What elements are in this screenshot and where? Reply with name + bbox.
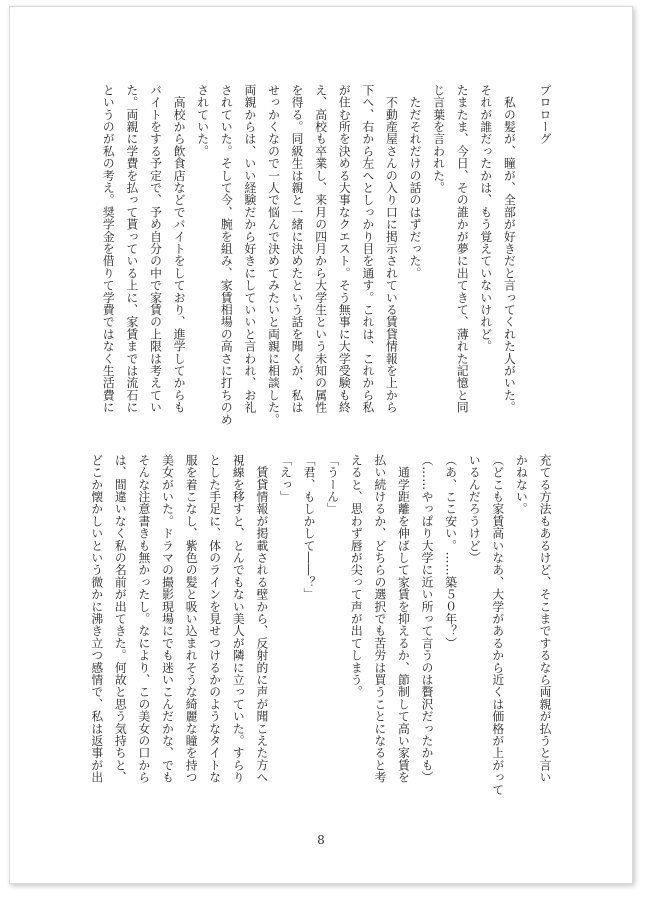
- text-column: 「えっ」: [278, 454, 293, 503]
- text-column: （……やっぱり大学に近い所って言うのは贅沢だったかも）: [420, 454, 435, 784]
- text-column: （どこも家賃高いなあ、大学があるから近くは価格が上がって: [490, 454, 505, 796]
- text-column: 高校から飲食店などでバイトをしており、進学してからも: [172, 84, 187, 414]
- text-column: 私の髪が、瞳が、全部が好きだと言ってくれた人がいた。: [502, 84, 517, 414]
- text-column: た。両親に学費を払って貰っている上に、家賃までは流石に: [124, 84, 139, 414]
- text-column: どこか懐かしいという微かに沸き立つ感情で、私は返事が出: [89, 454, 104, 784]
- text-column: 「君、もしかして――？」: [302, 454, 317, 601]
- top-text-tier: [101, 84, 556, 426]
- text-column: せっかくなので一人で悩んで決めてみたいと両親に相談した。: [266, 84, 281, 426]
- text-column: （あ、ここ安い。……築５０年？）: [443, 454, 458, 650]
- text-column: バイトをする予定で、予め自分の中で家賃の上限は考えてい: [148, 84, 163, 414]
- text-column: 「うーん」: [325, 454, 340, 515]
- text-column: そんな注意書きも無かったし。なにより、この美女の口から: [136, 454, 151, 784]
- text-column: は、間違いなく私の名前が出てきた。何故と思う気持ちと、: [113, 454, 128, 784]
- text-column: 通学距離を伸ばして家賃を抑えるか、節制して高い家賃を: [396, 454, 411, 784]
- chapter-title: プロローグ: [538, 84, 552, 145]
- text-column: 賃貸情報が掲載される壁から、反射的に声が聞こえた方へ: [254, 454, 269, 784]
- page-number: 8: [317, 833, 325, 847]
- text-column: されていた。そして今、腕を組み、家賃相場の高さに打ちのめ: [219, 84, 234, 426]
- text-column: が住む所を決める大事なクエスト。そう無事に大学受験も終: [337, 84, 352, 414]
- bottom-text-tier: [89, 454, 556, 802]
- text-column: 両親からは、いい経験だから好きにしていいと言われ、お礼: [242, 84, 257, 414]
- text-column: 下へ、右から左へとしっかり目を通す。これは、これから私: [360, 84, 375, 414]
- text-column: とした手足に、体のラインを見せつけるかのようなタイトな: [207, 454, 222, 784]
- text-column: されていた。: [195, 84, 210, 158]
- text-column: たまたま、今日、その誰かが夢に出てきて、薄れた記憶と同: [455, 84, 470, 414]
- text-column: というのが私の考え。奨学金を借りて学費ではなく生活費に: [101, 84, 116, 414]
- text-column: ただそれだけの話のはずだった。: [408, 84, 423, 280]
- text-column: を得る。同級生は親と一緒に決めたという話を聞くが、私は: [290, 84, 305, 414]
- text-column: じ言葉を言われた。: [431, 84, 446, 194]
- text-column: 視線を移すと、とんでもない美人が隣に立っていた。すらり: [231, 454, 246, 784]
- text-column: 不動産屋さんの入り口に掲示されている賃貸情報を上から: [384, 84, 399, 414]
- text-column: それが誰だったかは、もう覚えていないけれど。: [478, 84, 493, 353]
- text-column: 払い続けるか、どちらの選択でも苦労は買うことになると考: [372, 454, 387, 784]
- text-column: いるんだろうけど）: [467, 454, 482, 564]
- text-column: 美女がいた。ドラマの撮影現場にでも迷いこんだかな、でも: [160, 454, 175, 784]
- text-column: 充てる方法もあるけど、そこまでするなら両親が払うと言い: [538, 454, 552, 784]
- book-page: [9, 6, 633, 884]
- text-column: かねない。: [514, 454, 529, 515]
- text-column: えると、思わず唇が尖って声が出てしまう。: [349, 454, 364, 698]
- text-column: え、高校も卒業し、来月の四月から大学生という未知の属性: [313, 84, 328, 414]
- text-column: 服を着こなし、紫色の髪と吸い込まれそうな綺麗な瞳を持つ: [184, 454, 199, 784]
